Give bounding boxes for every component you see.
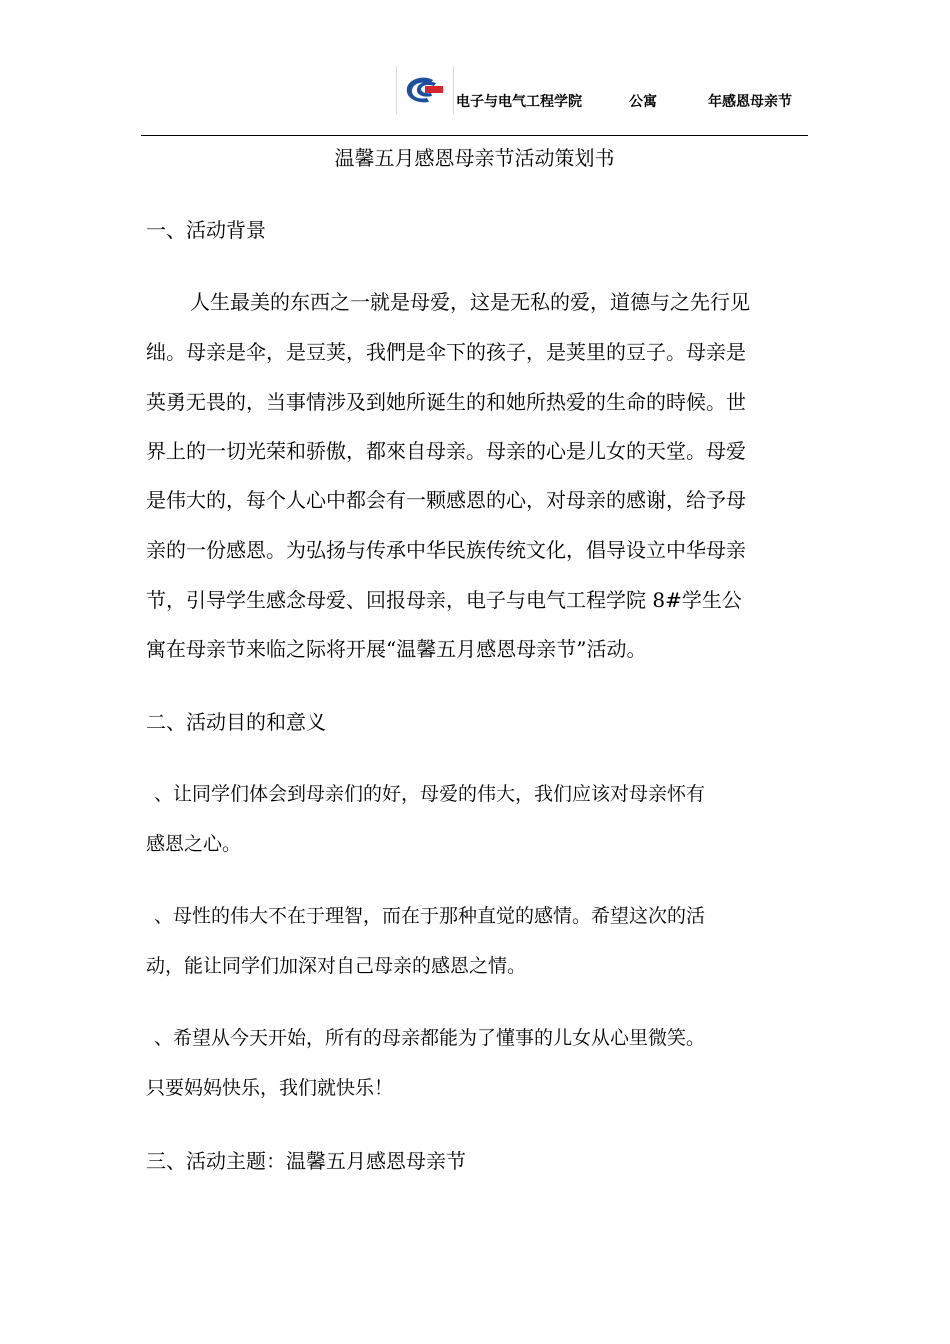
section-heading-purpose: 二、活动目的和意义 — [146, 710, 326, 734]
paragraph-line: 人生最美的东西之一就是母爱，这是无私的爱，道德与之先行见 — [190, 290, 750, 314]
paragraph-line: 是伟大的，每个人心中都会有一颗感恩的心，对母亲的感谢，给予母 — [146, 488, 746, 512]
list-item-line: 、让同学们体会到母亲们的好，母爱的伟大，我们应该对母亲怀有 — [154, 783, 706, 805]
paragraph-line: 绌。母亲是伞，是豆荚，我們是伞下的孩子，是荚里的豆子。母亲是 — [146, 340, 746, 364]
paragraph-line: 英勇无畏的，当事情涉及到她所诞生的和她所热爱的生命的時候。世 — [146, 390, 746, 414]
paragraph-line: 寓在母亲节来临之际将开展“温馨五月感恩母亲节”活动。 — [146, 637, 647, 661]
paragraph-line: 界上的一切光荣和骄傲，都來自母亲。母亲的心是儿女的天堂。母爱 — [146, 439, 746, 463]
section-heading-background: 一、活动背景 — [146, 218, 266, 242]
header-college-name: 电子与电气工程学院 — [456, 94, 582, 110]
header-divider — [141, 135, 808, 136]
page-header — [396, 66, 808, 116]
header-festival: 年感恩母亲节 — [708, 94, 792, 110]
list-item-line: 感恩之心。 — [146, 833, 242, 855]
document-title: 温馨五月感恩母亲节活动策划书 — [334, 146, 615, 170]
list-item-line: 、希望从今天开始，所有的母亲都能为了懂事的儿女从心里微笑。 — [154, 1027, 706, 1049]
college-logo-icon — [403, 76, 447, 106]
paragraph-line: 亲的一份感恩。为弘扬与传承中华民族传统文化，倡导设立中华母亲 — [146, 538, 746, 562]
college-logo — [396, 66, 454, 114]
section-heading-theme: 三、活动主题：温馨五月感恩母亲节 — [146, 1149, 466, 1173]
list-item-line: 只要妈妈快乐，我们就快乐！ — [146, 1077, 394, 1099]
list-item-line: 、母性的伟大不在于理智，而在于那种直觉的感情。希望这次的活 — [154, 905, 706, 927]
paragraph-line: 节，引导学生感念母爱、回报母亲，电子与电气工程学院 8#学生公 — [146, 588, 742, 612]
list-item-line: 动，能让同学们加深对自己母亲的感恩之情。 — [146, 955, 527, 977]
header-apartment: 公寓 — [629, 94, 657, 110]
